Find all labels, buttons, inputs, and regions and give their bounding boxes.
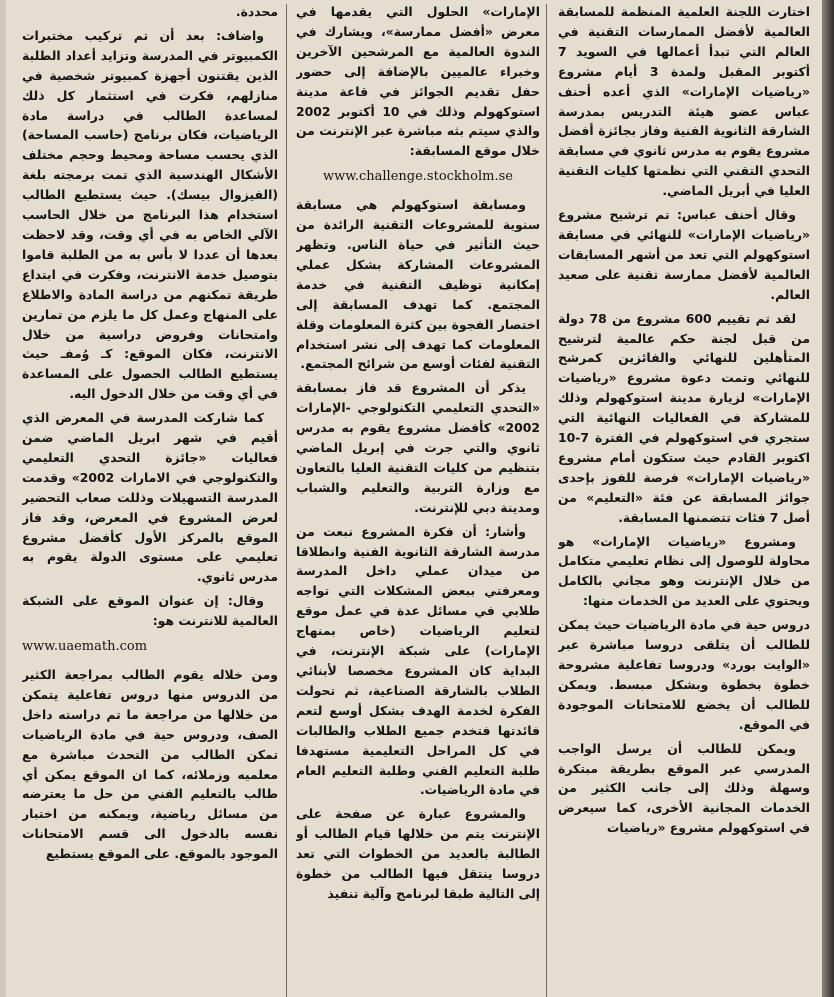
paragraph: ومن خلاله يقوم الطالب بمراجعة الكثير من الدروس منها دروس تفاعلية يتمكن من خلالها من مراجعة ما تم دراسته داخل الصف، ودروس حية في مادة الرياضيات تمكن الطالب من التحدث مباشرة مع معلميه وزملائه، كما ان الموقع يمكن أي طالب بالتعليم الفني من حل ما يعترضه من مسائل رياضية، ويمكنه من اختبار نفسه بالدخول الى قسم الامتحانات الموجود بالموقع. على الموقع يستطيع xyxy=(22,667,278,862)
paragraph: محددة. xyxy=(235,4,278,19)
paragraph: وأشار: أن فكرة المشروع نبعت من مدرسة الشارقة الثانوية الفنية وانطلاقا من ميدان عملي داخل المدرسة ومعرفتي ببعض المشكلات التي تواجه طلابي في مسائل عدة في عمل موقع لتعليم الرياضيات (خاص بمنهاج الإمارات) على شبكة الإنترنت، في البداية كان المشروع مخصصا لأبنائي الطلاب بالشارقة الصناعية، ثم تحولت الفكرة لخدمة الهدف بشكل أوسع لتعم فائدتها فتخدم جميع الطلاب والطالبات في كل المراحل التعليمية مستهدفا طلبة التعليم الفني وطلبة التعليم العام في مادة الرياضيات. xyxy=(296,523,540,798)
paragraph: ومسابقة استوكهولم هي مسابقة سنوية للمشروعات التقنية الرائدة من حيث التأثير في حياة الناس. وتظهر المشروعات المشاركة بشكل عملي إمكانية توظيف التقنية في خدمة المجتمع. كما تهدف المسابقة إلى اختصار الفجوة بين كثرة المعلومات وقلة المعلومات كما تهدف إلى نشر استخدام التقنية لفئات أوسع من شرائح المجتمع. xyxy=(296,197,540,372)
paragraph: وقال أحنف عباس: تم ترشيح مشروع «رياضيات الإمارات» للنهائي في مسابقة استوكهولم التي تعد من أشهر المسابقات العالمية لأفضل ممارسة تقنية على صعيد العالم. xyxy=(558,207,810,302)
paragraph: كما شاركت المدرسة في المعرض الذي أقيم في شهر ابريل الماضي ضمن فعاليات «جائزة التحدي التعليمي والتكنولوجي في الامارات 2002» وقدمت المدرسة التسهيلات وذللت صعاب التحضير لعرض المشروع في المعرض، وقد فاز الموقع بالمركز الأول كأفضل مشروع تعليمي على مستوى الدولة يقوم به مدرس ثانوي. xyxy=(22,410,278,585)
paragraph: يذكر أن المشروع قد فاز بمسابقة «التحدي التعليمي التكنولوجي -الإمارات 2002» كأفضل مشروع يقوم به مدرس ثانوي والتي جرت في إبريل الماضي بتنظيم من كليات التقنية العليا بالتعاون مع وزارة التربية والتعليم والشباب ومدينة دبي للإنترنت. xyxy=(296,380,540,515)
paragraph: ويمكن للطالب أن يرسل الواجب المدرسي عبر الموقع بطريقة مبتكرة وسهلة وذلك إلى جانب الكثير من الخدمات المجانية الأخرى، كما سيعرض في استوكهولم مشروع «رياضيات xyxy=(558,740,810,836)
paragraph: واضاف: بعد أن تم تركيب مختبرات الكمبيوتر في المدرسة وتزايد أعداد الطلبة الذين يقتنون أجهزة كمبيوتر شخصية في منازلهم، فكرت في استثمار كل ذلك لمساعدة الطالب في دراسة مادة الرياضيات، فكان برنامج (حاسب المساحة) الذي يحسب مساحة ومحيط وحجم مختلف الأشكال الهندسية الذي تمت برمجته بلغة (الفيزوال بيسك). حيث يستطيع الطالب استخدام هذا البرنامج من خلال الحاسب الآلي الخاص به في أي وقت، وقد لاحظت بعدها أن عددا لا بأس به من الطلبة قاموا بتوصيل خدمة الانترنت، وفكرت في ابتداع طريقة تمكنهم من دراسة المادة والاطلاع على المنهاج وعمل كل ما يلزم من تمارين وامتحانات وفروض دراسية من خلال الانترنت، فكان الموقع: كـ وُمفـ حيث يستطيع الطالب الحصول على المساعدة في أي وقت من خلال الدخول اليه. xyxy=(22,27,278,402)
article-column-3 xyxy=(22,0,278,997)
website-url: www.uaemath.com xyxy=(22,639,148,655)
paragraph: والمشروع عبارة عن صفحة على الإنترنت يتم من خلالها قيام الطالب أو الطالبة بالعديد من الخطوات التي تعد دروسا ينتقل فيها الطالب من خطوة إلى التالية طبقا لبرنامج وآلية تنفيذ xyxy=(296,806,540,901)
paragraph: اختارت اللجنة العلمية المنظمة للمسابقة العالمية لأفضل الممارسات التقنية في العالم التي تبدأ أعمالها في السويد 7 أكتوبر المقبل ولمدة 3 أيام مشروع «رياضيات الإمارات» الذي أعده أحنف عباس عضو هيئة التدريس بمدرسة الشارقة الثانوية الفنية وفاز بجائزة أفضل مشروع يقوم به مدرس ثانوي في مسابقة التحدي التقني التي نظمتها كليات التقنية العليا في أبريل الماضي. xyxy=(558,4,810,199)
paragraph: لقد تم تقييم 600 مشروع من 78 دولة من قبل لجنة حكم عالمية لترشيح المتأهلين للنهائي والفائزين كمرشح للنهائي وتمت دعوة مشروع «رياضيات الإمارات» لزيارة مدينة استوكهولم وذلك للمشاركة في الفعاليات النهائية التي ستجري في استوكهولم في الفترة 7-10 اكتوبر القادم حيث ستكون أمام مشروع «رياضيات الإمارات» فرصة للفوز بإحدى جوائز المسابقة عن فئة «التعليم» من أصل 7 فئات تتضمنها المسابقة. xyxy=(558,310,810,525)
paragraph: دروس حية في مادة الرياضيات حيث يمكن للطالب أن يتلقى دروسا مباشرة عبر «الوايت بورد» ودروسا تفاعلية مشروحة خطوة بخطوة وبشكل مبسط. ويمكن للطالب أن يخضع للامتحانات الموجودة في الموقع. xyxy=(558,617,810,732)
paragraph: الإمارات» الحلول التي يقدمها في معرض «أفضل ممارسة»، ويشارك في الندوة العالمية مع المرشحين الآخرين وخبراء عالميين بالإضافة إلى حضور حفل تقديم الجوائز في قاعة مدينة استوكهولم وذلك في 10 أكتوبر 2002 والذي سيتم بثه مباشرة عبر الإنترنت من خلال موقع المسابقة: xyxy=(296,4,540,159)
paragraph: وقال: إن عنوان الموقع على الشبكة العالمية للانترنت هو: xyxy=(22,593,278,629)
website-url: www.challenge.stockholm.se xyxy=(323,169,513,185)
page-left-edge xyxy=(0,0,6,997)
column-divider xyxy=(286,4,287,997)
article-column-1 xyxy=(558,0,810,997)
paragraph: ومشروع «رياضيات الإمارات» هو محاولة للوصول إلى نظام تعليمي متكامل من خلال الإنترنت وهو مجاني بالكامل ويحتوي على العديد من الخدمات منها: xyxy=(558,533,810,609)
article-column-2 xyxy=(296,0,540,997)
page-right-edge xyxy=(822,0,834,997)
column-divider xyxy=(546,4,547,997)
